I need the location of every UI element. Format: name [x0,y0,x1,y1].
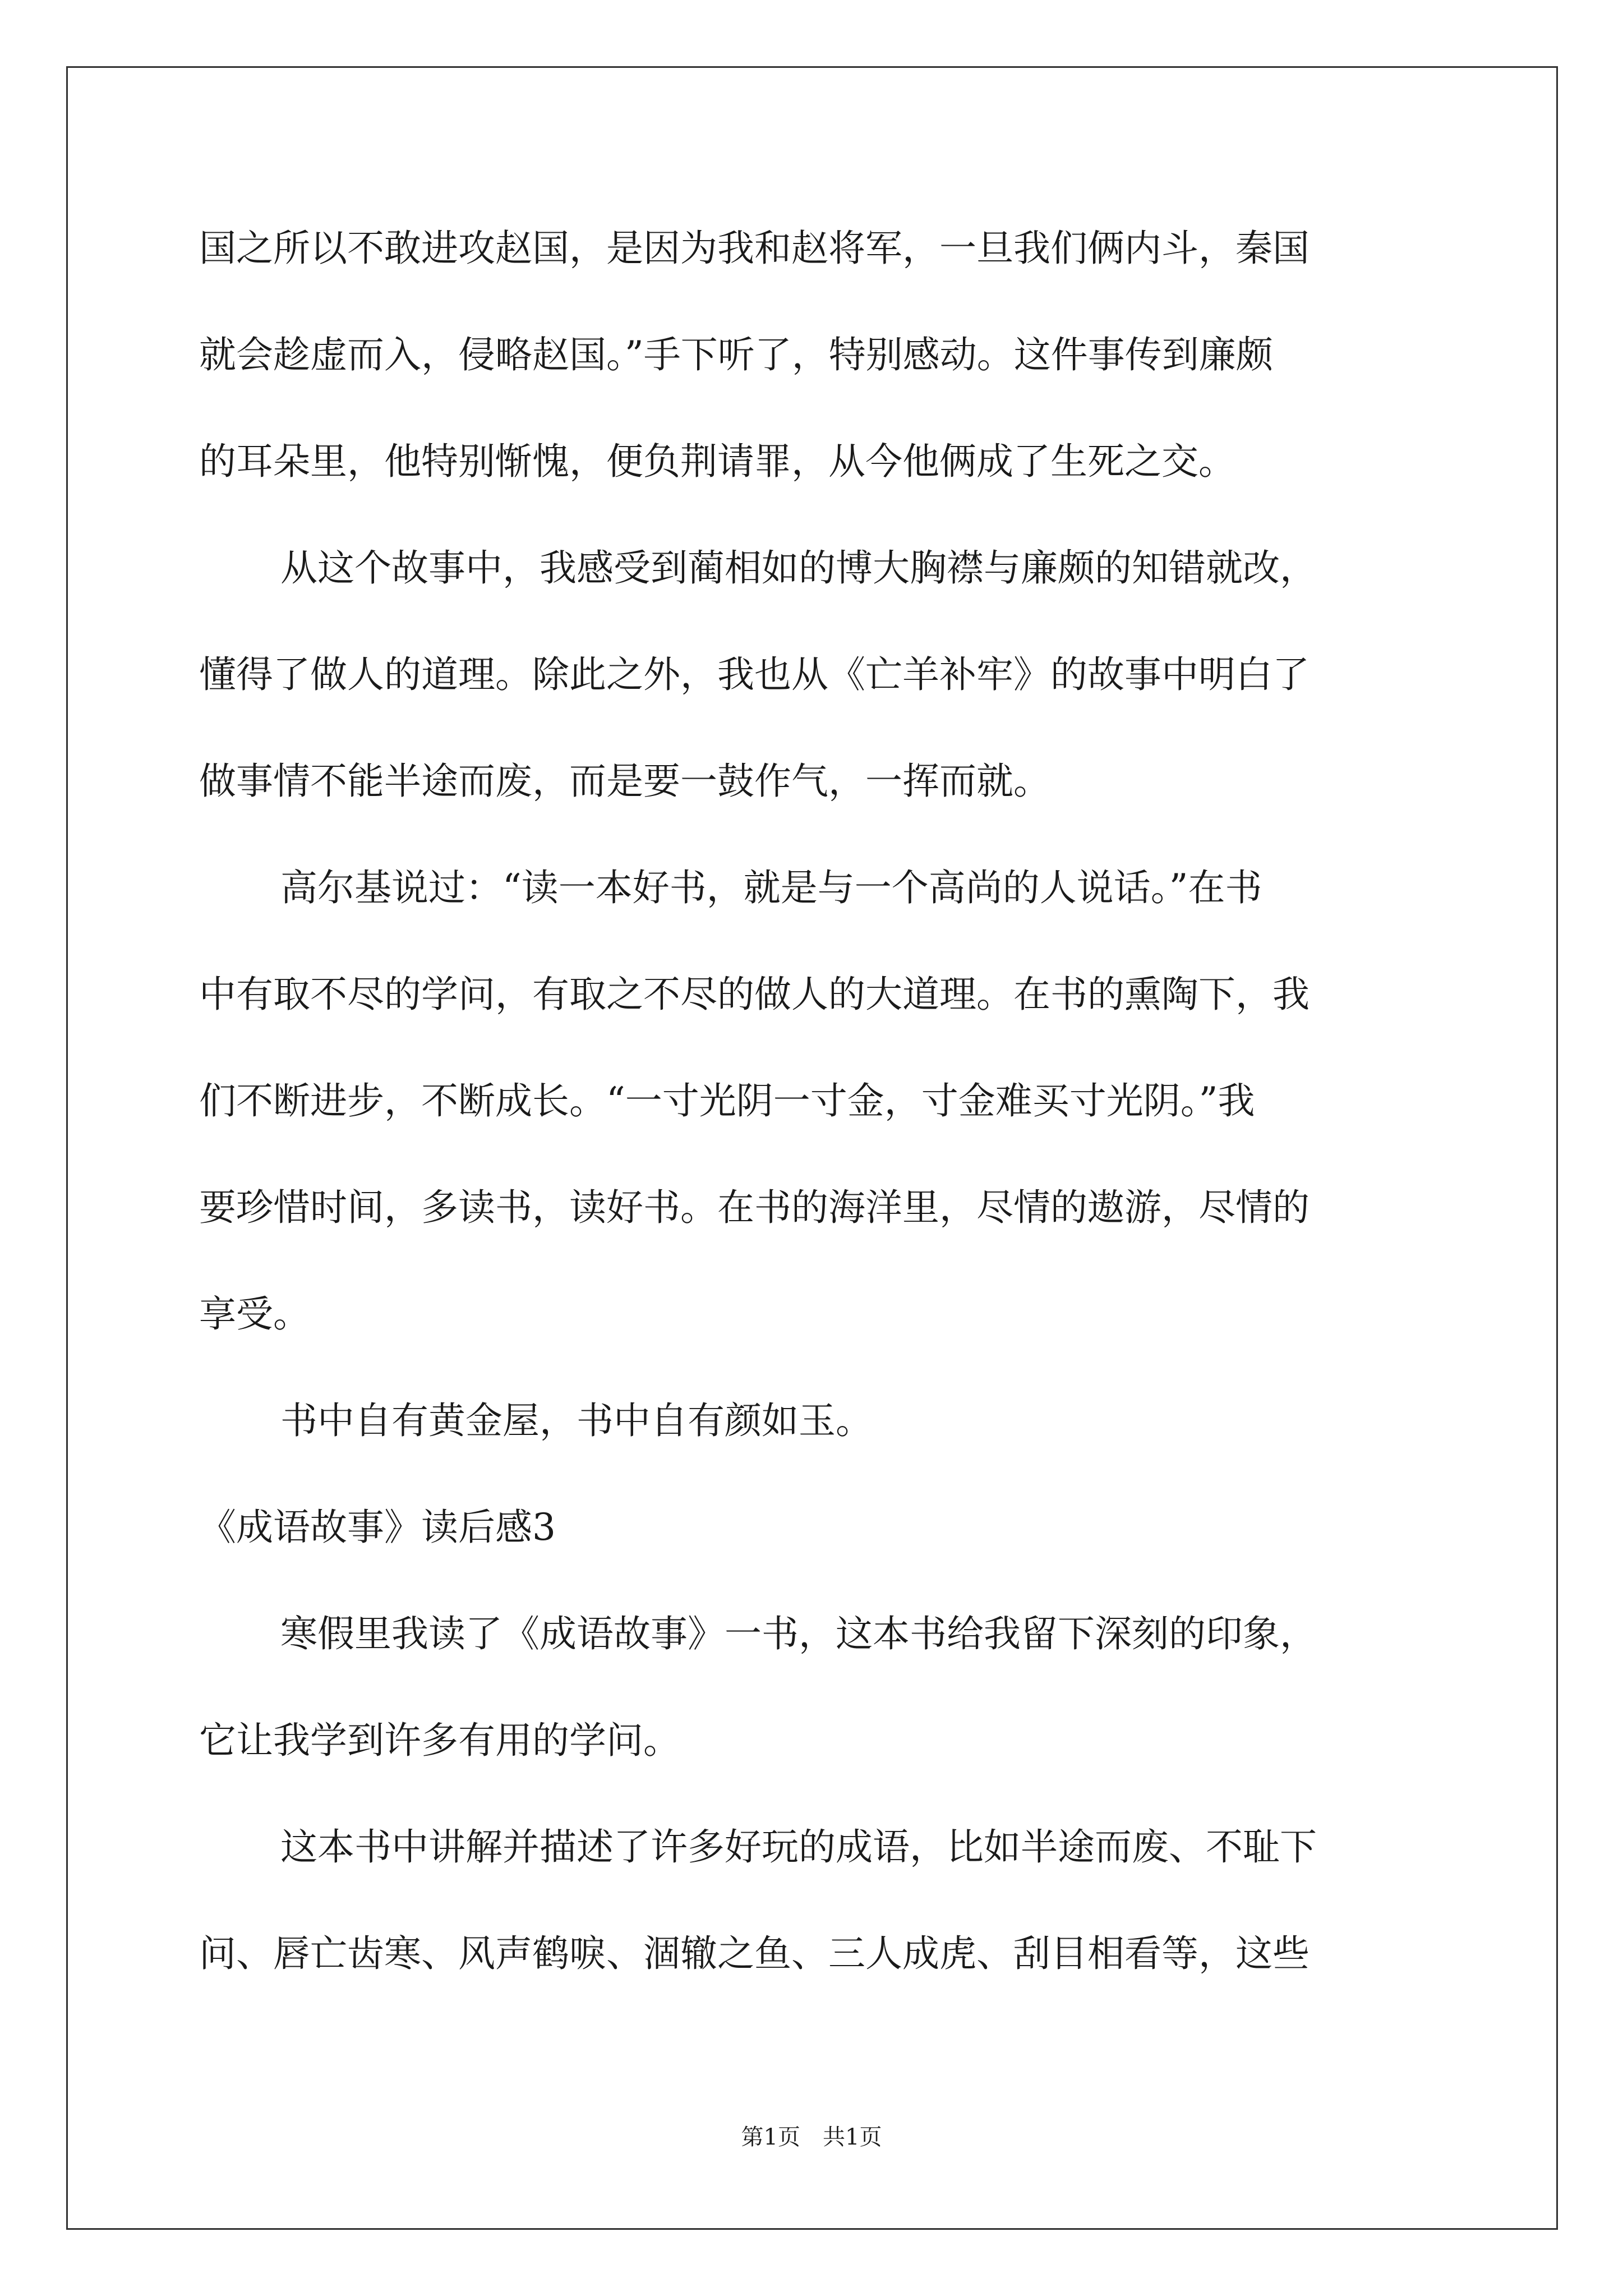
paragraph-start-line: 从这个故事中，我感受到蔺相如的博大胸襟与廉颇的知错就改， [280,546,1317,590]
text-line: 做事情不能半途而废，而是要一鼓作气，一挥而就。 [199,760,1050,803]
section-heading: 《成语故事》读后感3 [199,1506,556,1549]
text-line: 问、唇亡齿寒、风声鹤唳、涸辙之鱼、三人成虎、刮目相看等，这些 [199,1932,1310,1975]
text-line: 懂得了做人的道理。除此之外，我也从《亡羊补牢》的故事中明白了 [199,653,1310,696]
text-line: 的耳朵里，他特别惭愧，便负荆请罪，从今他俩成了生死之交。 [199,440,1235,483]
text-line: 要珍惜时间，多读书，读好书。在书的海洋里，尽情的遨游，尽情的 [199,1186,1310,1229]
paragraph-start-line: 高尔基说过：“读一本好书，就是与一个高尚的人说话。”在书 [280,866,1262,909]
page-footer: 第1页 共1页 [741,2124,882,2150]
text-line: 中有取不尽的学问，有取之不尽的做人的大道理。在书的熏陶下，我 [199,973,1310,1016]
text-line: 们不断进步，不断成长。“一寸光阴一寸金，寸金难买寸光阴。”我 [199,1079,1255,1122]
text-line: 享受。 [199,1292,310,1336]
text-line: 它让我学到许多有用的学问。 [199,1719,680,1762]
paragraph-start-line: 寒假里我读了《成语故事》一书，这本书给我留下深刻的印象， [280,1612,1317,1655]
text-line: 国之所以不敢进攻赵国，是因为我和赵将军，一旦我们俩内斗，秦国 [199,227,1310,270]
page-border [66,66,1558,2230]
paragraph-start-line: 这本书中讲解并描述了许多好玩的成语，比如半途而废、不耻下 [280,1825,1317,1869]
text-line: 就会趁虚而入，侵略赵国。”手下听了，特别感动。这件事传到廉颇 [199,333,1273,376]
paragraph-start-line: 书中自有黄金屋，书中自有颜如玉。 [280,1399,873,1442]
